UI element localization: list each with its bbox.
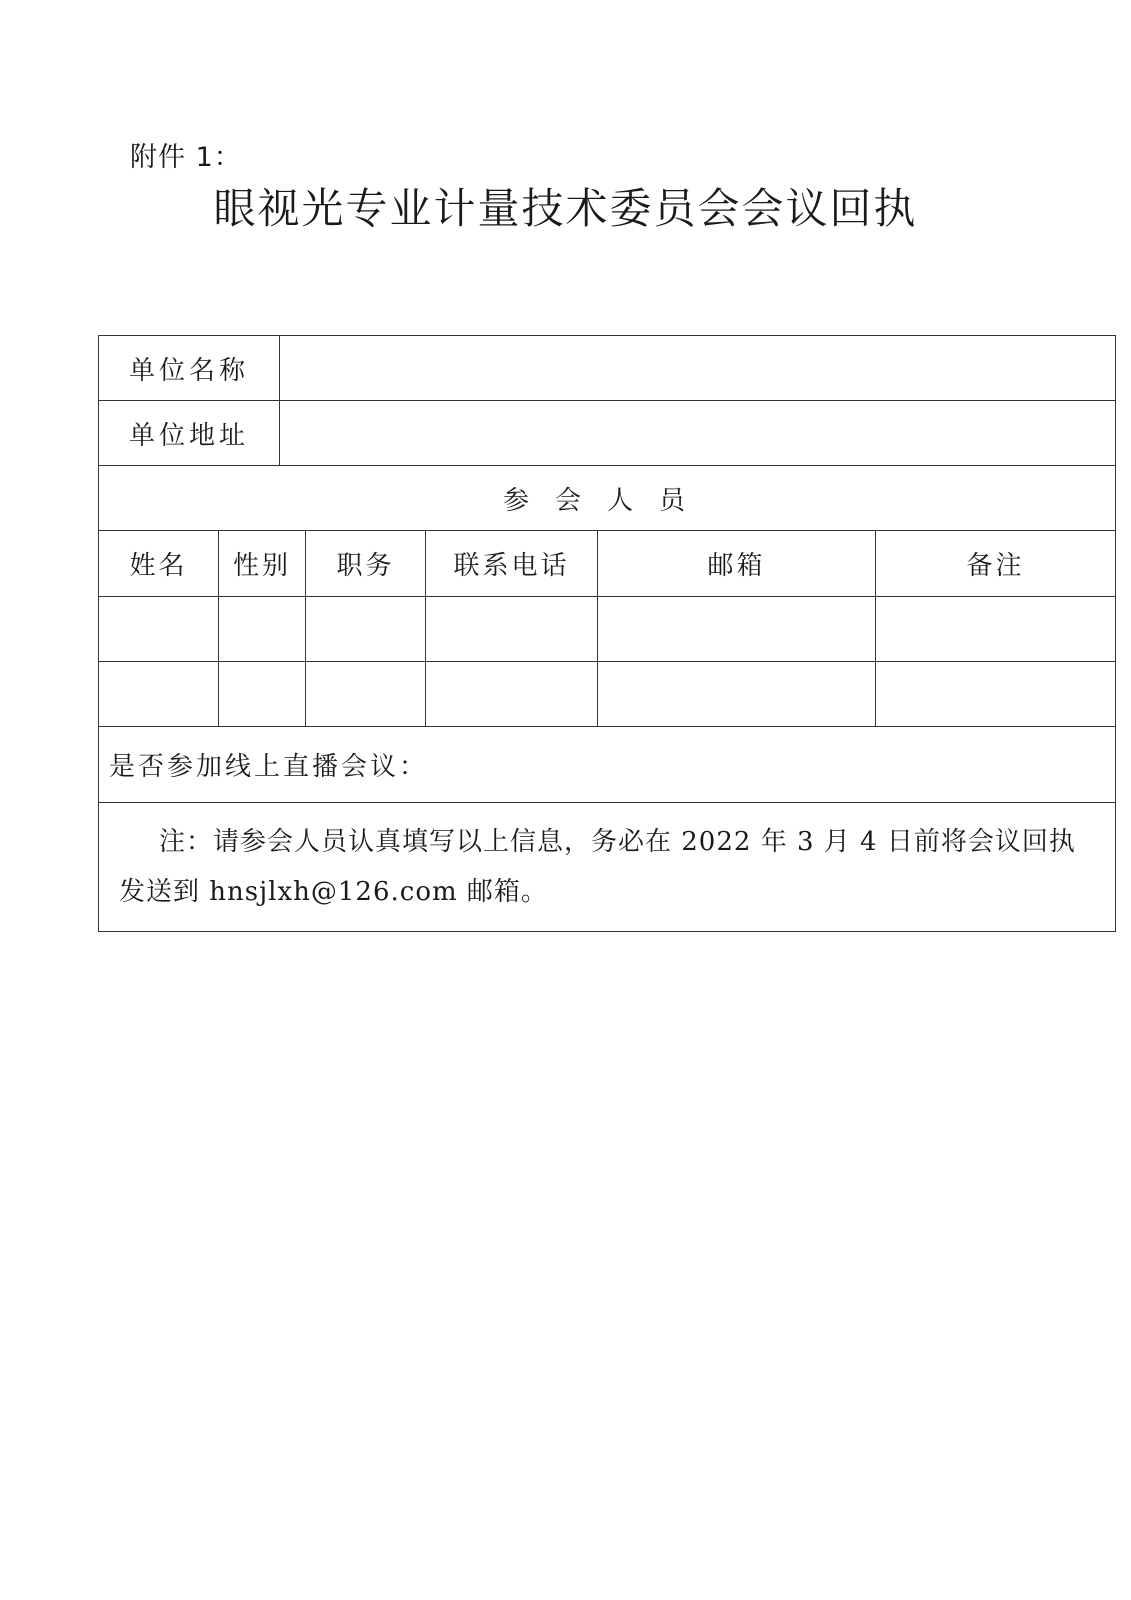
attendee-position-cell[interactable] [306,597,426,662]
unit-name-label: 单位名称 [99,336,280,401]
note-line-1: 注：请参会人员认真填写以上信息，务必在 2022 年 3 月 4 日前将会议回执 [159,827,1076,857]
attendee-email-cell[interactable] [598,597,876,662]
page-title: 眼视光专业计量技术委员会会议回执 [213,184,918,233]
online-meeting-question: 是否参加线上直播会议： [99,727,1116,803]
attendee-gender-cell[interactable] [219,662,306,727]
attendee-row [99,662,1116,727]
column-header-phone: 联系电话 [426,531,598,597]
attendee-phone-cell[interactable] [426,597,598,662]
attendee-email-cell[interactable] [598,662,876,727]
attendee-row [99,597,1116,662]
unit-address-field[interactable] [280,401,1116,466]
attendee-position-cell[interactable] [306,662,426,727]
attendee-gender-cell[interactable] [219,597,306,662]
receipt-form-table [98,335,1116,932]
attendee-name-cell[interactable] [99,662,219,727]
column-header-gender: 性别 [219,531,306,597]
unit-name-field[interactable] [280,336,1116,401]
attendees-section-row [99,466,1116,531]
unit-address-row [99,401,1116,466]
attendee-remarks-cell[interactable] [876,597,1116,662]
attendee-phone-cell[interactable] [426,662,598,727]
note-cell [99,803,1116,932]
column-header-name: 姓名 [99,531,219,597]
unit-name-row [99,336,1116,401]
attendees-header-row [99,531,1116,597]
attendee-remarks-cell[interactable] [876,662,1116,727]
note-row [99,803,1116,932]
column-header-email: 邮箱 [598,531,876,597]
column-header-position: 职务 [306,531,426,597]
attachment-label: 附件 1： [130,142,242,173]
online-meeting-row [99,727,1116,803]
attendees-section-label: 参会人员 [99,466,1116,531]
note-line-2: 发送到 hnsjlxh@126.com 邮箱。 [119,877,548,907]
unit-address-label: 单位地址 [99,401,280,466]
column-header-remarks: 备注 [876,531,1116,597]
attendee-name-cell[interactable] [99,597,219,662]
